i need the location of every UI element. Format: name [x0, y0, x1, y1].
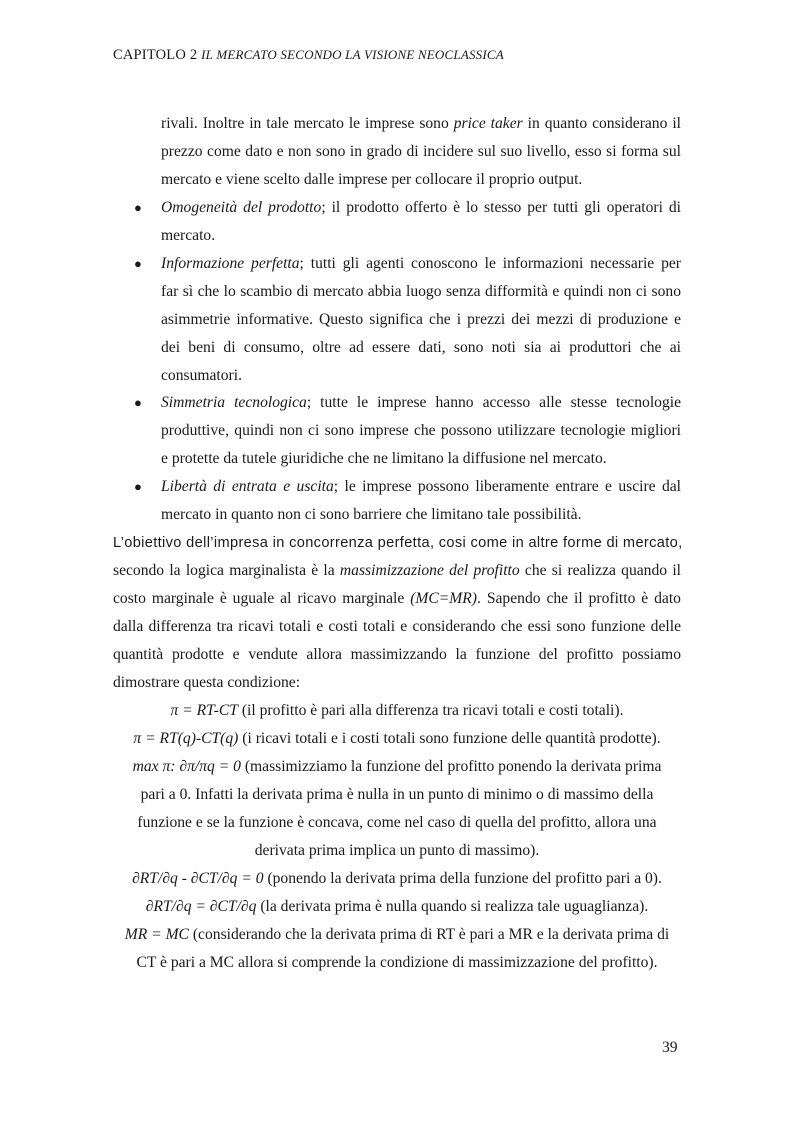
bullet-item-omogeneita — [113, 194, 681, 250]
text-line: Omogeneità del prodotto; il prodotto offerto è lo stesso per tutti gli operatori di — [161, 199, 681, 216]
text-line: Simmetria tecnologica; tutte le imprese hanno accesso alle stesse tecnologie — [161, 394, 681, 411]
text-line: e protette da tutele giuridiche che ne limitano la diffusione nel mercato. — [161, 450, 607, 467]
equation-line: ∂RT/∂q = ∂CT/∂q (la derivata prima è nulla quando si realizza tale uguaglianza). — [145, 898, 649, 915]
equation-line: funzione e se la funzione è concava, come nel caso di quella del profitto, allora una — [137, 814, 657, 831]
bullet-item-simmetria — [113, 389, 681, 473]
text-line: Informazione perfetta; tutti gli agenti conoscono le informazioni necessarie per — [161, 255, 681, 272]
chapter-title: IL MERCATO SECONDO LA VISIONE NEOCLASSICA — [201, 47, 504, 62]
equation-line: ∂RT/∂q - ∂CT/∂q = 0 (ponendo la derivata prima della funzione del profitto pari a 0). — [132, 870, 662, 887]
chapter-label: CAPITOLO 2 — [113, 47, 198, 63]
text-line: far sì che lo scambio di mercato abbia luogo senza difformità e quindi non ci sono — [161, 283, 681, 300]
equation-line: CT è pari a MC allora si comprende la condizione di massimizzazione del profitto). — [136, 954, 658, 971]
equation-line: π = RT-CT (il profitto è pari alla differenza tra ricavi totali e costi totali). — [170, 702, 624, 719]
equation-line: derivata prima implica un punto di massimo). — [254, 842, 540, 859]
text-line: secondo la logica marginalista è la massimizzazione del profitto che si realizza quando il — [113, 562, 681, 579]
equation-line: π = RT(q)-CT(q) (i ricavi totali e i costi totali sono funzione delle quantità prodotte). — [133, 730, 661, 747]
text-line: produttive, quindi non ci sono imprese che possono utilizzare tecnologie migliori — [161, 422, 681, 439]
equations — [113, 697, 681, 977]
text-line: costo marginale è uguale al ricavo marginale (MC=MR). Sapendo che il profitto è dato — [113, 590, 681, 607]
text-line: dalla differenza tra ricavi totali e costi totali e considerando che essi sono funzione delle — [113, 618, 681, 635]
text-line: rivali. Inoltre in tale mercato le imprese sono price taker in quanto considerano il — [161, 115, 681, 132]
text-line: L’obiettivo dell’impresa in concorrenza perfetta, cosi come in altre forme di mercato, — [113, 535, 683, 551]
bullet-icon: ● — [134, 479, 142, 494]
equation-line: pari a 0. Infatti la derivata prima è nulla in un punto di minimo o di massimo della — [140, 786, 654, 803]
text-line: mercato in quanto non ci sono barriere che limitano tale possibilità. — [161, 506, 582, 523]
text-line: mercato. — [161, 227, 216, 244]
text-line: Libertà di entrata e uscita; le imprese possono liberamente entrare e uscire dal — [161, 478, 682, 495]
running-header — [113, 47, 504, 64]
equation-line: MR = MC (considerando che la derivata prima di RT è pari a MR e la derivata prima di — [124, 926, 670, 943]
text-line: dei beni di consumo, oltre ad essere dati, sono noti sia ai produttori che ai — [161, 339, 681, 356]
bullet-icon: ● — [134, 200, 142, 215]
bullet-item-informazione — [113, 250, 681, 390]
text-line: quantità prodotte e vendute allora massimizzando la funzione del profitto possiamo — [113, 646, 681, 663]
text-line: asimmetrie informative. Questo significa che i prezzi dei mezzi di produzione e — [161, 311, 681, 328]
page-number: 39 — [662, 1039, 678, 1056]
intro-lines — [113, 110, 681, 194]
text-line: consumatori. — [161, 367, 242, 384]
bullet-icon: ● — [134, 395, 142, 410]
text-line: dimostrare questa condizione: — [113, 674, 301, 691]
bullet-item-liberta — [113, 473, 681, 529]
text-line: prezzo come dato e non sono in grado di incidere sul suo livello, esso si forma sul — [161, 143, 681, 160]
bullet-icon: ● — [134, 256, 142, 271]
text-line: mercato e viene scelto dalle imprese per collocare il proprio output. — [161, 171, 583, 188]
equation-line: max π: ∂π/πq = 0 (massimizziamo la funzione del profitto ponendo la derivata prima — [132, 758, 662, 775]
body-paragraph — [113, 529, 681, 697]
